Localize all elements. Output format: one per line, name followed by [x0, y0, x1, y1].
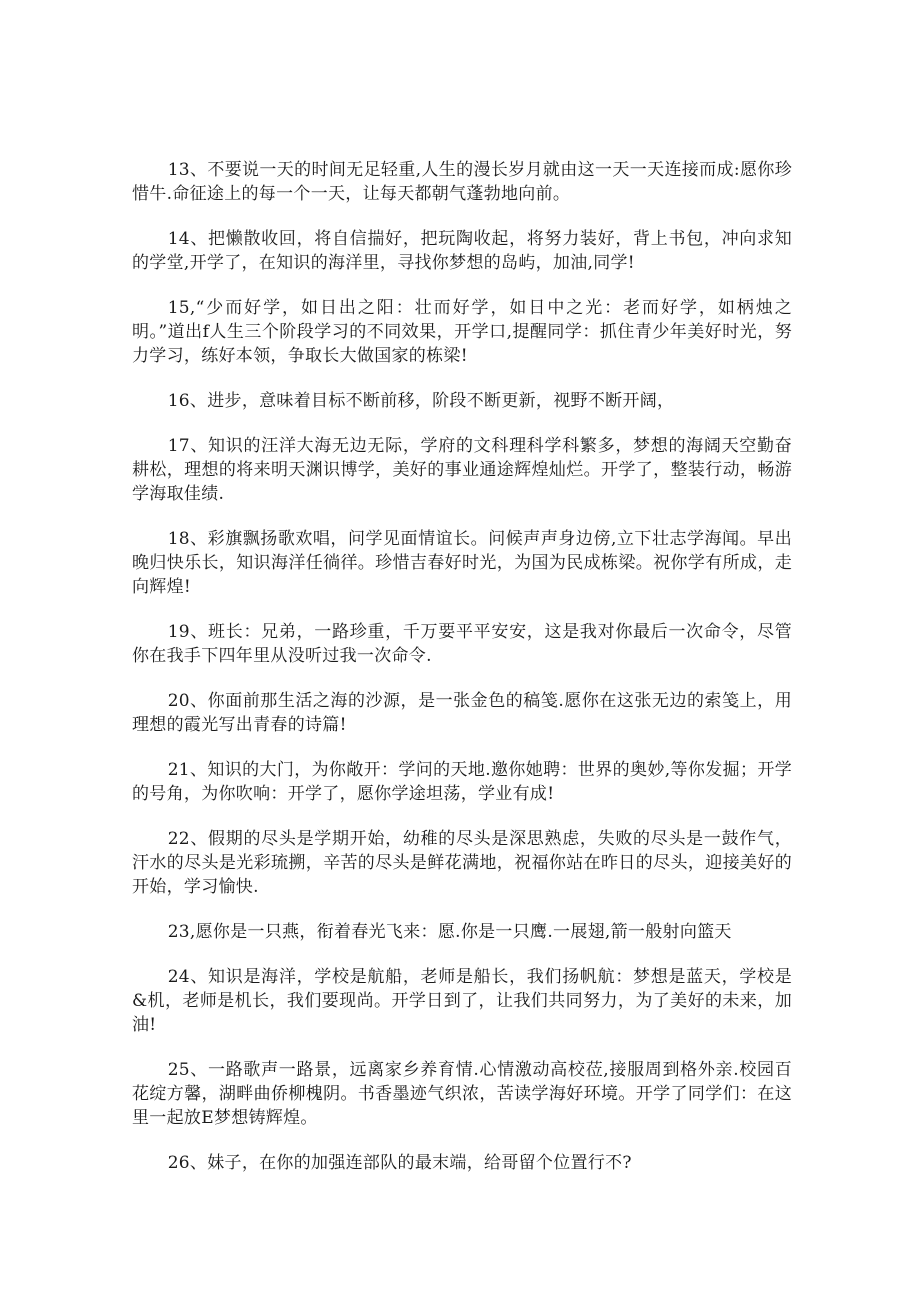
- paragraph-20: 20、你面前那生活之海的沙源，是一张金色的稿笺.愿你在这张无边的索笺上，用理想的霞光写出青春的诗篇!: [132, 691, 792, 735]
- paragraph-21: 21、知识的大门，为你敞开：学问的天地.邀你她聘：世界的奥妙,等你发掘；开学的号角，为你吹响：开学了，愿你学途坦荡，学业有成!: [132, 760, 792, 804]
- paragraph-26: 26、妹子，在你的加强连部队的最末端，给哥留个位置行不?: [167, 1153, 632, 1173]
- paragraph-16: 16、进步，意味着目标不断前移，阶段不断更新，视野不断开阔，: [167, 391, 675, 411]
- paragraph-25: 25、一路歌声一路景，远离家乡养育情.心情激动高校莅,接服周到格外亲.校园百花绽方馨，湖畔曲侨柳槐阴。书香墨迹气织浓，苦读学海好环境。开学了同学们：在这里一起放E梦想铸辉煌。: [132, 1060, 792, 1128]
- paragraph-23: 23,愿你是一只燕，衔着春光飞来：愿.你是一只鹰.一展翅,箭一般射向篮天: [167, 922, 732, 942]
- paragraph-15: 15,“少而好学，如日出之阳：壮而好学，如日中之光：老而好学，如柄烛之明。”道出f人生三个阶段学习的不同效果，开学口,提醒同学：抓住青少年美好时光，努力学习，练好本领，争取长大做国家的栋梁!: [132, 298, 792, 366]
- paragraph-24: 24、知识是海洋，学校是航船，老师是船长，我们扬帆航：梦想是蓝天，学校是&机，老师是机长，我们要现尚。开学日到了，让我们共同努力，为了美好的未来，加油!: [132, 967, 792, 1035]
- paragraph-18: 18、彩旗飘扬歌欢唱，问学见面情谊长。问候声声身边傍,立下壮志学海闻。早出晚归快乐长，知识海洋任徜徉。珍惜吉春好时光，为国为民成栋梁。祝你学有所成，走向辉煌!: [132, 529, 792, 597]
- paragraph-17: 17、知识的汪洋大海无边无际，学府的文科理科学科繁多，梦想的海阔天空勤奋耕松，理想的将来明天渊识博学，美好的事业通途辉煌灿烂。开学了，整装行动，畅游学海取佳绩.: [132, 436, 792, 504]
- document-body: [132, 158, 792, 1196]
- paragraph-14: 14、把懒散收回，将自信揣好，把玩陶收起，将努力装好，背上书包，冲向求知的学堂,开学了，在知识的海洋里，寻找你梦想的岛屿，加油,同学!: [132, 229, 792, 273]
- paragraph-19: 19、班长：兄弟，一路珍重，千万要平平安安，这是我对你最后一次命令，尽管你在我手下四年里从没听过我一次命令.: [132, 622, 792, 666]
- paragraph-13: 13、不要说一天的时间无足轻重,人生的漫长岁月就由这一天一天连接而成:愿你珍惜牛.命征途上的每一个一天，让每天都朝气蓬勃地向前。: [132, 160, 792, 204]
- paragraph-22: 22、假期的尽头是学期开始，幼稚的尽头是深思熟虑，失败的尽头是一鼓作气，汗水的尽头是光彩琉搠，辛苦的尽头是鲜花满地，祝福你站在昨日的尽头，迎接美好的开始，学习愉快.: [132, 829, 792, 897]
